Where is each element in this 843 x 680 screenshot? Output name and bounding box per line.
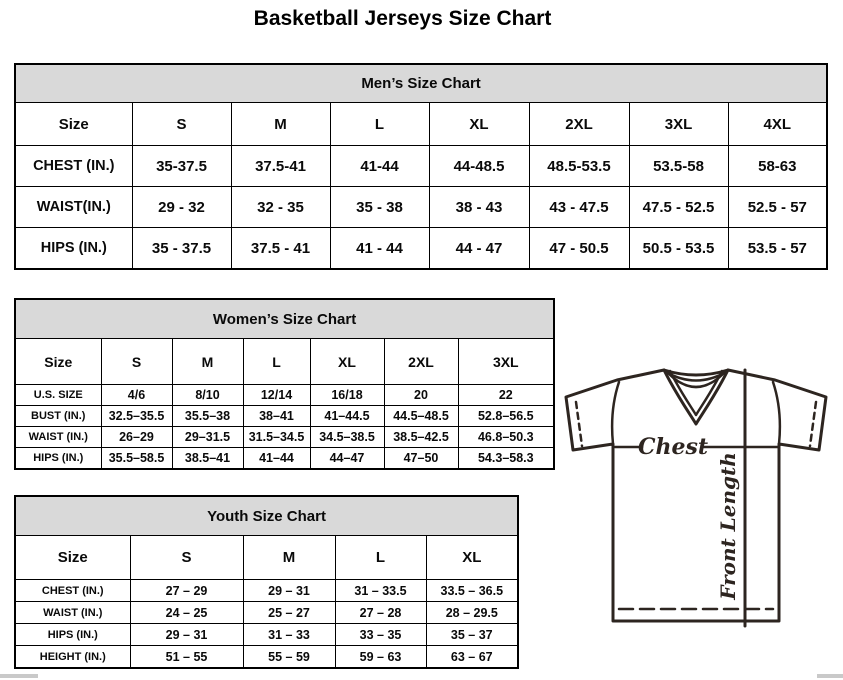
size-value-cell: 27 – 28 <box>335 602 426 624</box>
size-value-cell: 53.5 - 57 <box>728 228 827 270</box>
size-value-cell: 35.5–38 <box>172 406 243 427</box>
table-row <box>15 602 518 624</box>
men-chart-title: Men’s Size Chart <box>15 64 827 103</box>
size-value-cell: 44 - 47 <box>429 228 529 270</box>
size-value-cell: 12/14 <box>243 385 310 406</box>
table-row <box>15 580 518 602</box>
table-row <box>15 646 518 669</box>
size-value-cell: 63 – 67 <box>426 646 518 669</box>
row-label: WAIST (IN.) <box>15 427 101 448</box>
front-length-label: Front Length <box>716 452 740 600</box>
size-value-cell: 58-63 <box>728 146 827 187</box>
row-label: U.S. SIZE <box>15 385 101 406</box>
size-value-cell: 37.5 - 41 <box>231 228 330 270</box>
size-value-cell: 29 – 31 <box>130 624 243 646</box>
size-value-cell: 51 – 55 <box>130 646 243 669</box>
size-value-cell: 41 - 44 <box>330 228 429 270</box>
youth-chart-title: Youth Size Chart <box>15 496 518 536</box>
size-value-cell: 53.5-58 <box>629 146 728 187</box>
column-header-3xl: 3XL <box>629 103 728 146</box>
size-value-cell: 25 – 27 <box>243 602 335 624</box>
row-label: HIPS (IN.) <box>15 448 101 470</box>
size-value-cell: 38.5–42.5 <box>384 427 458 448</box>
size-value-cell: 54.3–58.3 <box>458 448 554 470</box>
table-row <box>15 406 554 427</box>
size-value-cell: 47–50 <box>384 448 458 470</box>
size-value-cell: 33 – 35 <box>335 624 426 646</box>
size-value-cell: 35 - 37.5 <box>132 228 231 270</box>
column-header-2xl: 2XL <box>529 103 629 146</box>
size-value-cell: 55 – 59 <box>243 646 335 669</box>
size-value-cell: 35 – 37 <box>426 624 518 646</box>
size-column-header: Size <box>15 103 132 146</box>
row-label: BUST (IN.) <box>15 406 101 427</box>
row-label: CHEST (IN.) <box>15 580 130 602</box>
column-header-s: S <box>132 103 231 146</box>
column-header-s: S <box>101 339 172 385</box>
size-value-cell: 33.5 – 36.5 <box>426 580 518 602</box>
size-value-cell: 52.5 - 57 <box>728 187 827 228</box>
size-value-cell: 52.8–56.5 <box>458 406 554 427</box>
table-row <box>15 624 518 646</box>
size-value-cell: 31 – 33.5 <box>335 580 426 602</box>
size-column-header: Size <box>15 536 130 580</box>
size-value-cell: 35.5–58.5 <box>101 448 172 470</box>
column-header-l: L <box>330 103 429 146</box>
size-value-cell: 48.5-53.5 <box>529 146 629 187</box>
size-value-cell: 59 – 63 <box>335 646 426 669</box>
row-label: HIPS (IN.) <box>15 228 132 270</box>
h-scrollbar-fragment-right[interactable] <box>817 674 843 678</box>
column-header-xl: XL <box>426 536 518 580</box>
size-value-cell: 37.5-41 <box>231 146 330 187</box>
women-chart-title: Women’s Size Chart <box>15 299 554 339</box>
size-value-cell: 20 <box>384 385 458 406</box>
size-value-cell: 32.5–35.5 <box>101 406 172 427</box>
size-value-cell: 26–29 <box>101 427 172 448</box>
table-row <box>15 146 827 187</box>
column-header-4xl: 4XL <box>728 103 827 146</box>
page-title: Basketball Jerseys Size Chart <box>253 7 552 30</box>
size-value-cell: 41–44 <box>243 448 310 470</box>
table-row <box>15 187 827 228</box>
size-value-cell: 34.5–38.5 <box>310 427 384 448</box>
table-row <box>15 228 827 270</box>
column-header-xl: XL <box>310 339 384 385</box>
size-value-cell: 41-44 <box>330 146 429 187</box>
size-value-cell: 28 – 29.5 <box>426 602 518 624</box>
table-row <box>15 448 554 470</box>
size-value-cell: 29 – 31 <box>243 580 335 602</box>
column-header-2xl: 2XL <box>384 339 458 385</box>
size-value-cell: 24 – 25 <box>130 602 243 624</box>
size-value-cell: 41–44.5 <box>310 406 384 427</box>
table-row <box>15 427 554 448</box>
size-value-cell: 8/10 <box>172 385 243 406</box>
column-header-m: M <box>243 536 335 580</box>
column-header-m: M <box>231 103 330 146</box>
row-label: CHEST (IN.) <box>15 146 132 187</box>
row-label: HEIGHT (IN.) <box>15 646 130 669</box>
row-label: WAIST (IN.) <box>15 602 130 624</box>
size-value-cell: 31.5–34.5 <box>243 427 310 448</box>
size-value-cell: 31 – 33 <box>243 624 335 646</box>
size-value-cell: 32 - 35 <box>231 187 330 228</box>
size-value-cell: 46.8–50.3 <box>458 427 554 448</box>
column-header-m: M <box>172 339 243 385</box>
table-row <box>15 385 554 406</box>
size-value-cell: 35-37.5 <box>132 146 231 187</box>
size-value-cell: 35 - 38 <box>330 187 429 228</box>
size-value-cell: 44-48.5 <box>429 146 529 187</box>
column-header-l: L <box>243 339 310 385</box>
size-value-cell: 38–41 <box>243 406 310 427</box>
size-value-cell: 16/18 <box>310 385 384 406</box>
size-value-cell: 29 - 32 <box>132 187 231 228</box>
size-value-cell: 29–31.5 <box>172 427 243 448</box>
size-column-header: Size <box>15 339 101 385</box>
chest-label: Chest <box>637 434 709 460</box>
row-label: WAIST(IN.) <box>15 187 132 228</box>
jersey-measurement-diagram <box>553 358 843 680</box>
column-header-3xl: 3XL <box>458 339 554 385</box>
size-value-cell: 44–47 <box>310 448 384 470</box>
column-header-xl: XL <box>429 103 529 146</box>
size-value-cell: 50.5 - 53.5 <box>629 228 728 270</box>
size-value-cell: 47 - 50.5 <box>529 228 629 270</box>
size-value-cell: 44.5–48.5 <box>384 406 458 427</box>
youth-size-chart-table <box>14 495 517 669</box>
jersey-outline <box>566 370 826 621</box>
size-value-cell: 38.5–41 <box>172 448 243 470</box>
womens-size-chart-table <box>14 298 553 470</box>
column-header-s: S <box>130 536 243 580</box>
column-header-l: L <box>335 536 426 580</box>
h-scrollbar-fragment-left[interactable] <box>0 674 38 678</box>
row-label: HIPS (IN.) <box>15 624 130 646</box>
size-value-cell: 47.5 - 52.5 <box>629 187 728 228</box>
mens-size-chart-table <box>14 63 826 270</box>
size-value-cell: 4/6 <box>101 385 172 406</box>
size-value-cell: 27 – 29 <box>130 580 243 602</box>
size-value-cell: 22 <box>458 385 554 406</box>
size-value-cell: 38 - 43 <box>429 187 529 228</box>
size-value-cell: 43 - 47.5 <box>529 187 629 228</box>
